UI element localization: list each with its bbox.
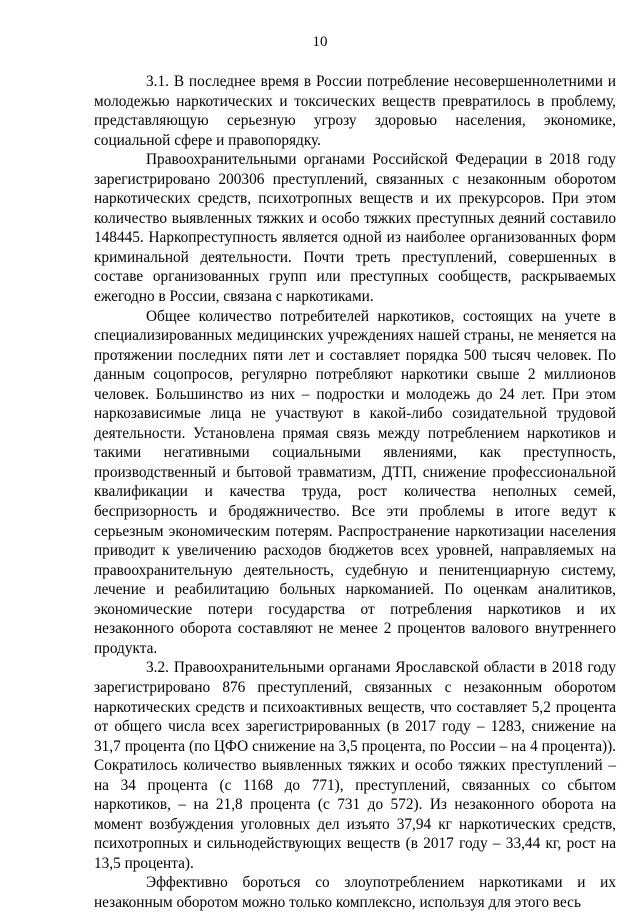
paragraph-complex-approach: Эффективно бороться со злоупотреблением наркотиками и их незаконным оборотом можно только комплексно, используя для этого весь [94,874,616,911]
paragraph-crime-statistics-russia: Правоохранительными органами Российской Федерации в 2018 году зарегистрировано 200306 преступлений, связанных с незаконным оборотом наркотических средств, психотропных веществ и их прекурсоров. При этом количество выявленных тяжких и особо тяжких преступных деяний составило 148445. Наркопреступность является одной из наиболее организованных форм криминальной деятельности. Почти треть преступлений, совершенных в составе организованных групп или преступных сообществ, раскрываемых ежегодно в России, связана с наркотиками. [94,151,616,306]
page-number: 10 [312,34,328,50]
paragraph-3-1: 3.1. В последнее время в России потребление несовершеннолетними и молодежью наркотических и токсических веществ превратилось в проблему, представляющую серьезную угрозу здоровью населения, экономике, социальной сфере и правопорядку. [94,73,616,149]
paragraph-drug-users: Общее количество потребителей наркотиков, состоящих на учете в специализированных медицинских учреждениях нашей страны, не меняется на протяжении последних пяти лет и составляет порядка 500 тысяч человек. По данным соцопросов, регулярно потребляют наркотики свыше 2 миллионов человек. Большинство из них – подростки и молодежь до 24 лет. При этом наркозависимые лица не участвуют в какой-либо созидательной трудовой деятельности. Установлена прямая связь между потреблением наркотиков и такими негативными социальными явлениями, как преступность, производственный и бытовой травматизм, ДТП, снижение профессиональной квалификации и качества труда, рост количества неполных семей, беспризорность и бродяжничество. Все эти проблемы в итоге ведут к серьезным экономическим потерям. Распространение наркотизации населения приводит к увеличению расходов бюджетов всех уровней, направляемых на правоохранительную деятельность, судебную и пенитенциарную систему, лечение и реабилитацию больных наркоманией. По оценкам аналитиков, экономические потери государства от потребления наркотиков и их незаконного оборота составляют не менее 2 процентов валового внутреннего продукта. [94,307,616,657]
paragraph-3-2: 3.2. Правоохранительными органами Ярославской области в 2018 году зарегистрировано 876 преступлений, связанных с незаконным оборотом наркотических средств и психоактивных веществ, что составляет 5,2 процента от общего числа всех зарегистрированных (в 2017 году – 1283, снижение на 31,7 процента (по ЦФО снижение на 3,5 процента, по России – на 4 процента)). Сократилось количество выявленных тяжких и особо тяжких преступлений – на 34 процента (с 1168 до 771), преступлений, связанных со сбытом наркотиков, – на 21,8 процента (с 731 до 572). Из незаконного оборота на момент возбуждения уголовных дел изъято 37,94 кг наркотических средств, психотропных и сильнодействующих веществ (в 2017 году – 33,44 кг, рост на 13,5 процента). [94,659,616,872]
document-body [94,72,616,913]
